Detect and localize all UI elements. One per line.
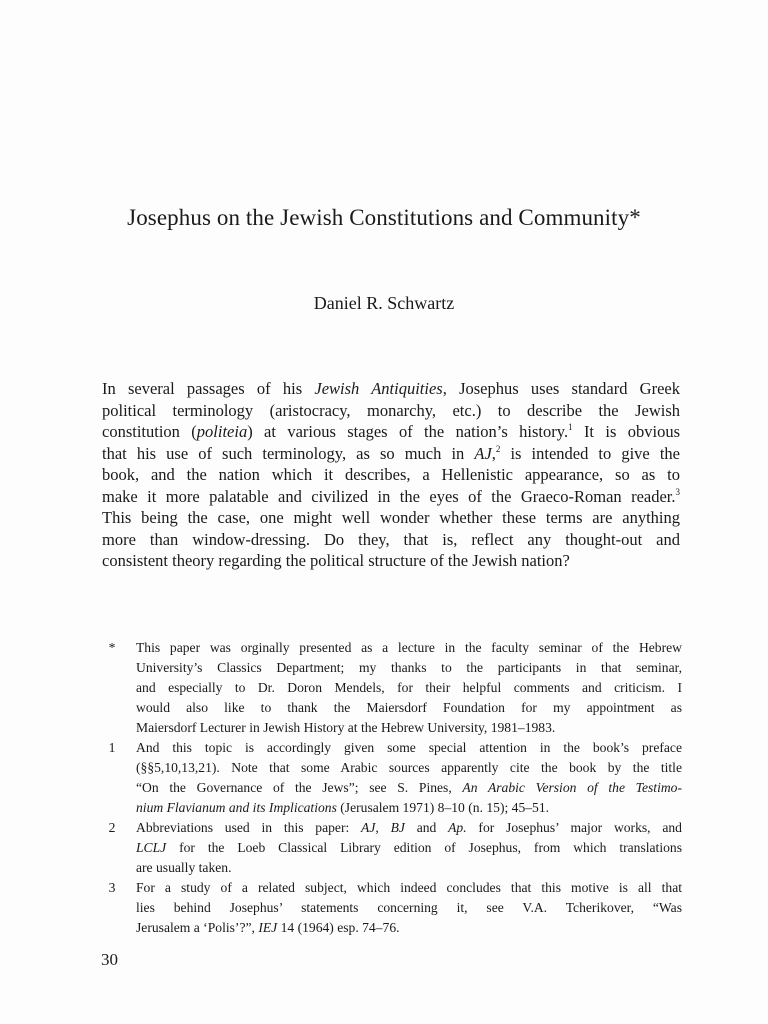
italic-abbrev: AJ, BJ bbox=[361, 820, 405, 835]
footnote-2 bbox=[100, 818, 682, 878]
footnote-star bbox=[100, 638, 682, 738]
italic-abbrev: IEJ bbox=[258, 920, 278, 935]
footnote-line: and especially to Dr. Doron Mendels, for their helpful comments and criticism. I bbox=[136, 680, 682, 695]
footnote-3 bbox=[100, 878, 682, 938]
italic-abbrev: LCLJ bbox=[136, 840, 167, 855]
text-run: It is obvious bbox=[572, 422, 681, 441]
text-run: and bbox=[404, 820, 449, 835]
text-run: 14 (1964) esp. 74–76. bbox=[277, 920, 400, 935]
footnote-line: would also like to thank the Maiersdorf Foundation for my appointment as bbox=[136, 700, 682, 715]
article-title: Josephus on the Jewish Constitutions and Community* bbox=[127, 205, 641, 230]
body-line: political terminology (aristocracy, monarchy, etc.) to describe the Jewish bbox=[102, 400, 680, 420]
footnote-ref: 2 bbox=[495, 443, 501, 454]
footnote-line bbox=[136, 918, 682, 938]
text-run: constitution ( bbox=[102, 422, 197, 441]
footnote-line bbox=[136, 838, 682, 858]
text-run: , Josephus uses standard Greek bbox=[442, 379, 680, 398]
body-line bbox=[102, 421, 680, 443]
footnote-marker: 2 bbox=[108, 820, 116, 835]
footnote-line: (§§5,10,13,21). Note that some Arabic sources apparently cite the book by the title bbox=[136, 760, 682, 775]
body-paragraph bbox=[102, 378, 680, 572]
text-run: In several passages of his bbox=[102, 379, 315, 398]
italic-title: An Arabic Version of the Testimo- bbox=[462, 780, 682, 795]
footnote-line: And this topic is accordingly given some special attention in the book’s preface bbox=[136, 740, 682, 755]
body-line: more than window-dressing. Do they, that is, reflect any thought-out and bbox=[102, 529, 680, 549]
body-line bbox=[102, 443, 680, 465]
author-name: Daniel R. Schwartz bbox=[313, 293, 455, 313]
text-run: is intended to give the bbox=[500, 443, 680, 463]
italic-abbrev: AJ bbox=[474, 443, 492, 463]
footnote-line: University’s Classics Department; my thanks to the participants in that seminar, bbox=[136, 660, 682, 675]
text-run: , bbox=[491, 443, 496, 463]
text-run: for the Loeb Classical Library edition of Josephus, from which translations bbox=[166, 840, 682, 855]
footnote-line bbox=[136, 778, 682, 798]
text-run: for Josephus’ major works, and bbox=[466, 820, 682, 835]
footnote-line bbox=[136, 798, 682, 818]
text-run: that his use of such terminology, as so much in bbox=[102, 443, 475, 463]
text-run: “On the Governance of the Jews”; see S. Pines, bbox=[136, 780, 463, 795]
footnote-line: are usually taken. bbox=[136, 860, 232, 875]
italic-abbrev: Ap. bbox=[448, 820, 467, 835]
page-number: 30 bbox=[101, 950, 118, 969]
footnote-marker: 1 bbox=[108, 740, 116, 755]
body-line: book, and the nation which it describes, a Hellenistic appearance, so as to bbox=[102, 465, 680, 484]
body-line bbox=[102, 378, 680, 400]
footnote-1 bbox=[100, 738, 682, 818]
footnote-line: Maiersdorf Lecturer in Jewish History at the Hebrew University, 1981–1983. bbox=[136, 720, 556, 735]
body-line: This being the case, one might well wonder whether these terms are anything bbox=[102, 508, 680, 527]
footnote-marker: * bbox=[108, 640, 116, 655]
footnotes bbox=[100, 638, 682, 938]
footnote-marker: 3 bbox=[108, 880, 116, 895]
footnote-line: This paper was orginally presented as a lecture in the faculty seminar of the Hebrew bbox=[136, 640, 682, 655]
text-run: Jerusalem a ‘Polis’?”, bbox=[136, 920, 259, 935]
text-run: (Jerusalem 1971) 8–10 (n. 15); 45–51. bbox=[336, 800, 550, 815]
text-run: make it more palatable and civilized in the eyes of the Graeco-Roman reader. bbox=[102, 486, 676, 506]
italic-title: Jewish Antiquities bbox=[314, 379, 443, 398]
text-run: ) at various stages of the nation’s history. bbox=[247, 422, 569, 441]
footnote-line: For a study of a related subject, which indeed concludes that this motive is all that bbox=[136, 880, 682, 895]
body-line: consistent theory regarding the political structure of the Jewish nation? bbox=[102, 551, 570, 570]
footnote-line: lies behind Josephus’ statements concerning it, see V.A. Tcherikover, “Was bbox=[136, 900, 682, 915]
footnote-line bbox=[136, 818, 682, 838]
italic-title: nium Flavianum and its Implications bbox=[136, 800, 337, 815]
footnote-ref: 1 bbox=[568, 422, 573, 432]
text-run: Abbreviations used in this paper: bbox=[136, 820, 362, 835]
italic-term: politeia bbox=[196, 422, 248, 441]
footnote-ref: 3 bbox=[675, 486, 680, 497]
body-line bbox=[102, 486, 680, 508]
